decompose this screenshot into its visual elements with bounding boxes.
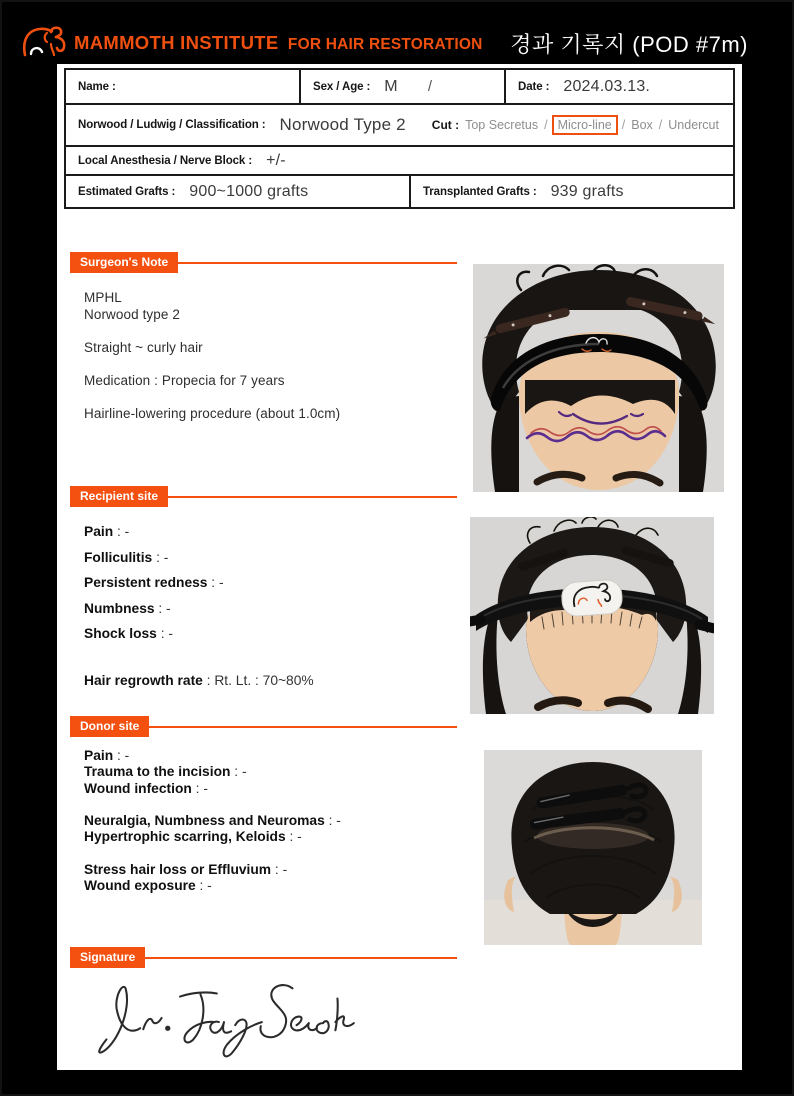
surgeons-note-text (84, 290, 340, 422)
estimated-grafts-field (66, 176, 409, 207)
note-line (84, 389, 340, 406)
note-line: Norwood type 2 (84, 306, 180, 322)
transplanted-grafts-value: 939 grafts (550, 182, 624, 200)
note-line (84, 356, 340, 373)
header (2, 2, 794, 64)
anesthesia-label: Local Anesthesia / Nerve Block : (78, 154, 253, 167)
cut-option-micro-line-selected: Micro-line (552, 115, 618, 135)
note-line: Hairline-lowering procedure (about 1.0cm) (84, 405, 341, 421)
date-label: Date : (518, 80, 550, 93)
sex-age-label: Sex / Age : (313, 80, 371, 93)
estimated-grafts-value: 900~1000 grafts (189, 182, 309, 200)
section-rule (145, 957, 457, 959)
anesthesia-value: +/- (266, 151, 286, 169)
cut-separator: / (544, 118, 548, 132)
photo-back-donor-area (484, 750, 702, 945)
classification-row (66, 103, 733, 145)
list-item: Wound exposure : - (84, 878, 212, 894)
signature-badge: Signature (70, 947, 145, 968)
note-line: MPHL (84, 290, 122, 305)
section-rule (149, 726, 457, 728)
table-row (66, 70, 733, 103)
cut-option-top-secretus: Top Secretus (465, 118, 539, 132)
transplanted-grafts-label: Transplanted Grafts : (423, 185, 537, 198)
classification-label: Norwood / Ludwig / Classification : (78, 119, 266, 131)
section-rule (168, 496, 457, 498)
mammoth-logo-icon (20, 22, 70, 62)
list-item: Shock loss : - (84, 626, 173, 642)
photo-front-hairline-marked (473, 264, 724, 492)
list-item: Neuralgia, Numbness and Neuromas : - (84, 813, 341, 829)
list-item: Numbness : - (84, 600, 171, 616)
recipient-site-list (84, 519, 224, 647)
signature-header (70, 947, 457, 968)
list-item: Pain : - (84, 524, 130, 539)
brand-primary: MAMMOTH INSTITUTE (74, 32, 279, 53)
surgeons-note-header (70, 252, 457, 273)
donor-site-header (70, 716, 457, 737)
classification-field (78, 115, 406, 135)
list-item: Folliculitis : - (84, 549, 169, 565)
date-value: 2024.03.13. (563, 77, 651, 95)
name-label: Name : (78, 80, 116, 93)
donor-site-badge: Donor site (70, 716, 149, 737)
transplanted-grafts-field (409, 176, 733, 207)
recipient-site-header (70, 486, 457, 507)
list-item: Hypertrophic scarring, Keloids : - (84, 829, 302, 845)
name-field (66, 70, 299, 103)
classification-value: Norwood Type 2 (279, 115, 406, 134)
date-field (504, 70, 733, 103)
cut-option-box: Box (631, 118, 653, 132)
list-item: Persistent redness : - (84, 575, 224, 591)
sex-age-separator: / (427, 78, 433, 95)
brand-secondary: FOR HAIR RESTORATION (287, 36, 483, 53)
mammoth-sticker (561, 579, 623, 617)
cut-label: Cut : (431, 118, 460, 132)
recipient-site-badge: Recipient site (70, 486, 168, 507)
note-line: Straight ~ curly hair (84, 339, 203, 355)
sex-age-value: M (384, 77, 398, 95)
list-item: Trauma to the incision : - (84, 764, 247, 780)
cut-options-group (432, 115, 719, 135)
list-item: Wound infection : - (84, 780, 208, 796)
list-item: Pain : - (84, 748, 130, 763)
section-rule (178, 262, 457, 264)
cut-separator: / (658, 118, 663, 132)
cut-option-undercut: Undercut (668, 118, 719, 132)
list-item (84, 846, 341, 862)
sex-age-field (299, 70, 504, 103)
brand-name (74, 32, 483, 54)
note-line: Medication : Propecia for 7 years (84, 372, 285, 388)
paper (57, 64, 742, 1070)
hair-regrowth-rate: Hair regrowth rate : Rt. Lt. : 70~80% (84, 673, 314, 688)
patient-info-table (64, 68, 735, 209)
list-item: Stress hair loss or Effluvium : - (84, 862, 288, 878)
donor-site-list (84, 748, 341, 895)
surgeons-note-badge: Surgeon's Note (70, 252, 178, 273)
cut-separator: / (621, 118, 626, 132)
list-item (84, 797, 341, 813)
grafts-row (66, 174, 733, 207)
doctor-signature (85, 972, 365, 1064)
estimated-grafts-label: Estimated Grafts : (78, 185, 176, 198)
document-title: 경과 기록지 (POD #7m) (510, 32, 748, 57)
anesthesia-row (66, 145, 733, 174)
photo-front-post-op (470, 517, 714, 714)
note-line (84, 323, 340, 340)
